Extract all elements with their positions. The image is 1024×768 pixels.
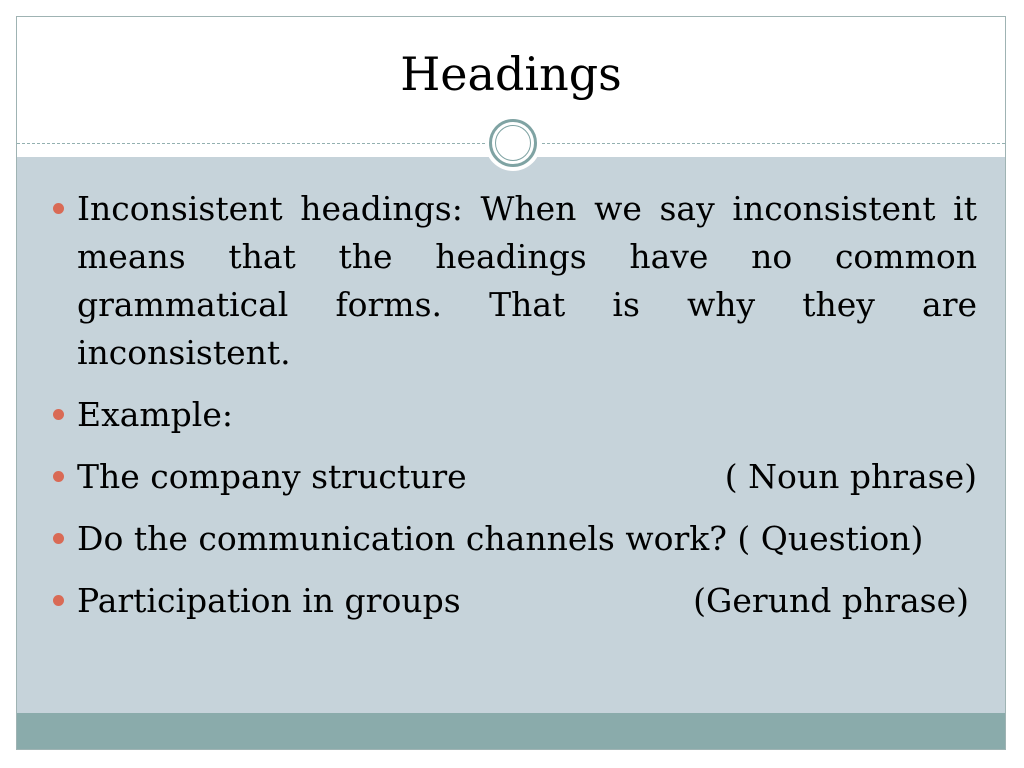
bullet-text: Do the communication channels work? ( Question) xyxy=(77,519,924,558)
bullet-text-right: ( Noun phrase) xyxy=(724,457,977,496)
bullet-dot-icon xyxy=(53,409,64,420)
bullet-item-example xyxy=(77,391,977,439)
bullet-text: Inconsistent headings: When we say inconsistent it means that the headings have no common grammatical forms. That is why they are inconsistent. xyxy=(77,189,977,372)
bullet-text: Example: xyxy=(77,395,233,434)
bullet-text-left: The company structure xyxy=(77,457,467,496)
decorative-circle-inner xyxy=(495,125,531,161)
bullet-dot-icon xyxy=(53,533,64,544)
bottom-accent-bar xyxy=(17,713,1005,749)
bullet-item-gerund-phrase xyxy=(77,577,977,625)
bullet-dot-icon xyxy=(53,471,64,482)
bullet-item-inconsistent-headings xyxy=(77,185,977,377)
bullet-dot-icon xyxy=(53,595,64,606)
bullet-dot-icon xyxy=(53,203,64,214)
bullet-item-question xyxy=(77,515,977,563)
bullet-list xyxy=(77,185,977,639)
bullet-text-right: (Gerund phrase) xyxy=(693,581,969,620)
slide xyxy=(16,16,1006,750)
bullet-item-noun-phrase xyxy=(77,453,977,501)
bullet-text-left: Participation in groups xyxy=(77,581,461,620)
slide-title: Headings xyxy=(400,47,622,101)
